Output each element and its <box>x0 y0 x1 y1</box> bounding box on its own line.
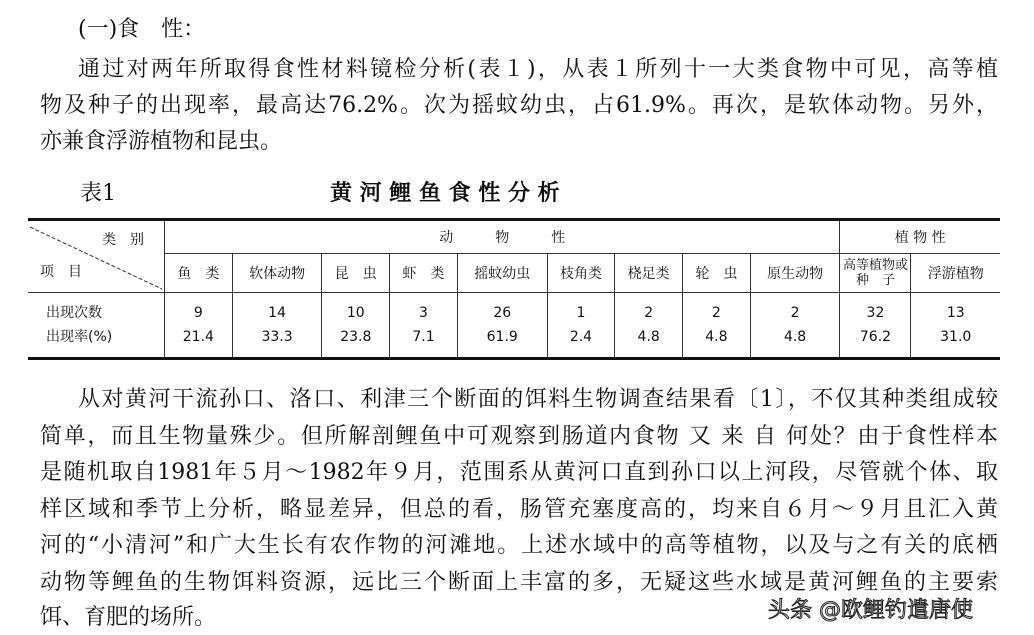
cell: 10 23.8 <box>322 293 390 359</box>
para1-line: 通过对两年所取得食性材料镜检分析(表１)，从表１所列十一大类食物中可见，高等植 <box>78 57 998 82</box>
corner-bottom: 项 目 <box>40 264 82 280</box>
col-header: 高等植物或 种 子 <box>840 254 911 293</box>
row-labels: 出现次数 出现率(%) <box>28 293 165 359</box>
cell: 26 61.9 <box>457 293 547 359</box>
col-header: 虾 类 <box>390 254 458 293</box>
col-header: 软体动物 <box>232 254 322 293</box>
para2-line: 从对黄河干流孙口、洛口、利津三个断面的饵料生物调查结果看〔1〕，不仅其种类组成较 <box>78 387 998 412</box>
diet-table <box>28 218 1000 360</box>
para2-line: 河的“小清河”和广大生长有农作物的河滩地。上述水域中的高等植物，以及与之有关的底栖 <box>40 533 998 558</box>
col-header: 摇蚊幼虫 <box>457 254 547 293</box>
group-plant: 植 物 性 <box>840 220 1000 254</box>
para2-line: 样区域和季节上分析，略显差异，但总的看，肠管充塞度高的，均来自６月～９月且汇入黄 <box>40 497 998 522</box>
cell: 1 2.4 <box>547 293 615 359</box>
cell: 14 33.3 <box>232 293 322 359</box>
group-animal: 动 物 性 <box>165 220 840 254</box>
col-header: 轮 虫 <box>683 254 751 293</box>
table-data-row <box>28 293 1000 359</box>
para2-line: 饵、育肥的场所。 <box>40 605 217 630</box>
cell: 13 31.0 <box>911 293 1000 359</box>
para1-line: 亦兼食浮游植物和昆虫。 <box>40 129 283 154</box>
para1-line: 物及种子的出现率，最高达76.2%。次为摇蚊幼虫，占61.9%。再次，是软体动物。另外， <box>40 93 998 118</box>
cell: 3 7.1 <box>390 293 458 359</box>
col-header: 枝角类 <box>547 254 615 293</box>
table-title: 黄 河 鲤 鱼 食 性 分 析 <box>330 181 560 206</box>
para2-line: 是随机取自1981年５月～1982年９月，范围系从黄河口直到孙口以上河段，尽管就个体、取 <box>40 460 998 485</box>
para2-line: 动物等鲤鱼的生物饵料资源，远比三个断面上丰富的多，无疑这些水域是黄河鲤鱼的主要索 <box>40 570 998 595</box>
col-header: 原生动物 <box>750 254 840 293</box>
col-header: 浮游植物 <box>911 254 1000 293</box>
col-header: 昆 虫 <box>322 254 390 293</box>
col-header: 桡足类 <box>615 254 683 293</box>
cell: 2 4.8 <box>615 293 683 359</box>
cell: 2 4.8 <box>750 293 840 359</box>
corner-top: 类 别 <box>102 232 144 248</box>
cell: 9 21.4 <box>165 293 233 359</box>
section-heading: (一)食 性： <box>78 17 206 42</box>
table-label: 表1 <box>80 181 116 206</box>
cell: 32 76.2 <box>840 293 911 359</box>
watermark: 头条 @欧鲤钓遣唐使 <box>768 598 973 623</box>
col-header: 鱼 类 <box>165 254 233 293</box>
cell: 2 4.8 <box>683 293 751 359</box>
para2-line: 简单，而且生物量殊少。但所解剖鲤鱼中可观察到肠道内食物 又 来 自 何处？由于食性样本 <box>40 424 998 449</box>
corner-header <box>28 220 165 293</box>
